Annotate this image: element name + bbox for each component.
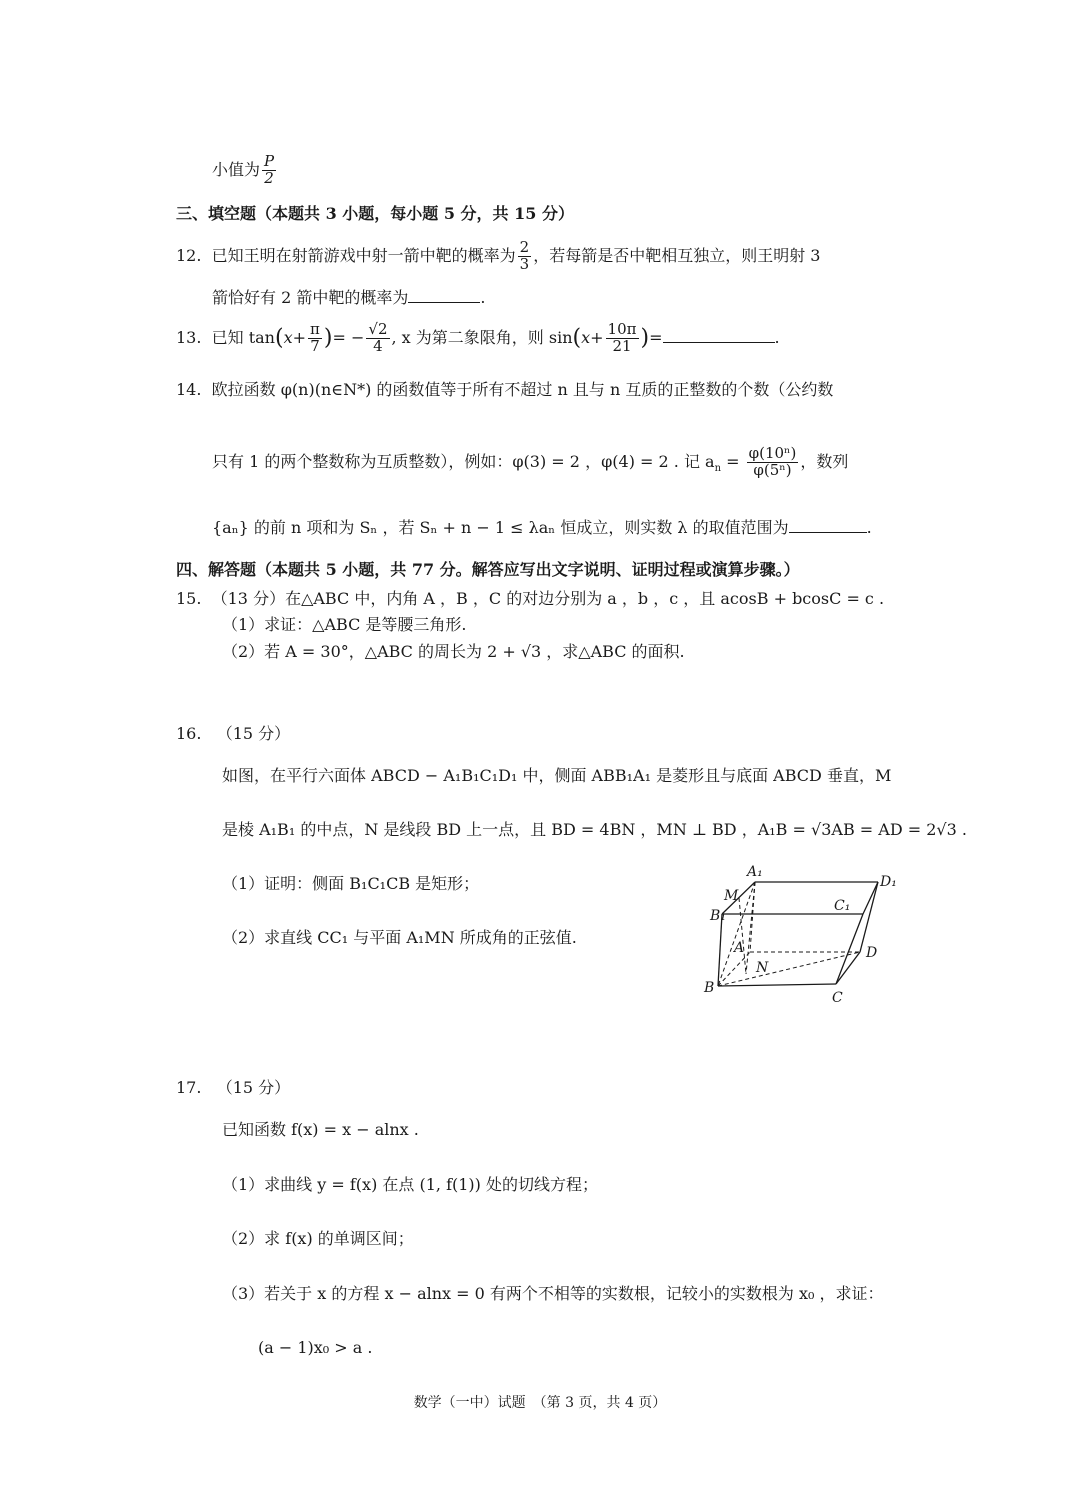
answer-blank[interactable] (663, 342, 775, 343)
q12-text-cont: ，若每箭是否中靶相互独立，则王明射 3 (533, 245, 821, 265)
q13-period: . (774, 327, 780, 347)
parallelepiped-figure (700, 862, 910, 1012)
carry-over-line (212, 154, 278, 187)
q12-fraction (518, 240, 532, 273)
question-15-stem (176, 591, 884, 607)
frac-denominator: 3 (519, 254, 530, 273)
frac-denominator: 21 (612, 336, 632, 355)
section-3-heading: 三、填空题（本题共 3 小题，每小题 5 分，共 15 分） (176, 204, 574, 223)
question-17-header (176, 1080, 290, 1096)
q13-text: , x 为第二象限角，则 sin (391, 327, 573, 347)
label-b: B (704, 980, 715, 996)
question-number: 14. (176, 380, 202, 399)
question-17-part-3: （3）若关于 x 的方程 x − alnx = 0 有两个不相等的实数根，记较小的实数根为 x₀ ，求证： (222, 1284, 884, 1303)
question-16-part-2: （2）求直线 CC₁ 与平面 A₁MN 所成角的正弦值. (222, 928, 577, 947)
question-13-line: 13. 已知 tan(x+ $\frac{\pi}{7}$ )= − $\frac{√2}{4}$ , x 为第二象限角，则 sin(x+ $\frac{10\pi}{21}$ )= . (176, 320, 780, 355)
question-number: 16. (176, 724, 202, 743)
question-15-part-2: （2）若 A = 30°，△ABC 的周长为 2 + √3 ，求△ABC 的面积. (222, 642, 685, 661)
edge-d1-d (860, 882, 878, 952)
frac-numerator: P (264, 152, 275, 170)
q16-score: （15 分） (216, 724, 291, 743)
question-14-line-1 (176, 382, 833, 398)
question-17-part-1: （1）求曲线 y = f(x) 在点 (1, f(1)) 处的切线方程； (222, 1175, 598, 1194)
question-number: 17. (176, 1078, 202, 1097)
q13-pi-fraction (308, 322, 322, 355)
section-4-heading: 四、解答题（本题共 5 小题，共 77 分。解答应写出文字说明、证明过程或演算步骤。） (176, 560, 800, 579)
question-17-part-2: （2）求 f(x) 的单调区间； (222, 1229, 414, 1248)
label-d: D (866, 945, 878, 961)
edge-c-d (836, 952, 860, 984)
q14-text-b: 只有 1 的两个整数称为互质整数），例如：φ(3) = 2 ，φ(4) = 2 . 记 a (212, 451, 715, 471)
frac-numerator: φ(10ⁿ) (748, 444, 797, 462)
question-14-line-2 (212, 446, 848, 479)
q13-tan: 已知 tan (211, 327, 275, 347)
question-17-conclusion: (a − 1)x₀ > a . (258, 1338, 373, 1357)
q13-var-x: x (283, 327, 293, 347)
answer-blank[interactable] (789, 532, 867, 533)
question-number: 13. (176, 327, 202, 347)
question-12-line-1 (176, 240, 820, 273)
q14-text-d: {aₙ} 的前 n 项和为 Sₙ ，若 Sₙ + n − 1 ≤ λaₙ 恒成立，则实数 λ 的取值范围为 (212, 518, 789, 537)
q13-plus-2: + (590, 327, 604, 347)
frac-denominator: φ(5ⁿ) (753, 460, 792, 479)
q13-equals: = (649, 327, 663, 347)
frac-denominator: 4 (373, 336, 383, 355)
q14-subscript: n (714, 462, 722, 474)
q15-stem-text: （13 分）在△ABC 中，内角 A ，B ，C 的对边分别为 a ，b ，c ，且 acosB + bcosC = c . (211, 589, 885, 608)
frac-denominator: 7 (310, 336, 320, 355)
question-16-header (176, 726, 290, 742)
frac-numerator: 10π (607, 320, 637, 338)
label-n: N (756, 960, 769, 976)
q13-sqrt-fraction (366, 322, 389, 355)
frac-numerator: 2 (519, 238, 530, 256)
question-number: 15. (176, 589, 202, 608)
label-b1: B₁ (710, 908, 726, 924)
edge-b-c (718, 984, 836, 986)
q12-text-end: 箭恰好有 2 箭中靶的概率为 (212, 288, 409, 307)
answer-blank[interactable] (408, 302, 480, 303)
q13-equals-neg: = − (332, 327, 365, 347)
question-16-stem-1: 如图，在平行六面体 ABCD − A₁B₁C₁D₁ 中，侧面 ABB₁A₁ 是菱形且与底面 ABCD 垂直，M (222, 766, 892, 785)
label-c1: C₁ (834, 898, 851, 914)
q14-period: . (866, 518, 872, 537)
frac-denominator: 2 (264, 168, 274, 187)
q14-text-c: ，数列 (800, 451, 849, 471)
label-d1: D₁ (880, 874, 897, 890)
q14-equals: = (721, 451, 745, 471)
question-number: 12. (176, 245, 202, 265)
label-a: A (734, 940, 745, 956)
q13-plus: + (292, 327, 307, 347)
question-17-stem: 已知函数 f(x) = x − alnx . (222, 1120, 419, 1139)
q14-fraction (747, 446, 799, 479)
q12-text: 已知王明在射箭游戏中射一箭中靶的概率为 (211, 245, 516, 265)
edge-c1-c (836, 914, 863, 984)
question-16-part-1: （1）证明：侧面 B₁C₁CB 是矩形； (222, 874, 480, 893)
carry-over-fraction (262, 154, 276, 187)
q17-score: （15 分） (216, 1078, 291, 1097)
page-footer: 数学（一中）试题 （第 3 页，共 4 页） (413, 1395, 667, 1411)
question-14-line-3 (212, 520, 872, 536)
q13-var-x-2: x (581, 327, 591, 347)
question-15-part-1: （1）求证：△ABC 是等腰三角形. (222, 615, 467, 634)
question-12-line-2 (212, 290, 485, 306)
q14-text: 欧拉函数 φ(n)(n∈N*) 的函数值等于所有不超过 n 且与 n 互质的正整数的个数（公约数 (211, 380, 834, 399)
frac-numerator: √2 (368, 320, 388, 338)
label-m: M (724, 888, 739, 904)
q13-10pi-fraction (606, 322, 639, 355)
label-a1: A₁ (747, 864, 763, 880)
carry-over-text: 小值为 (212, 159, 261, 179)
question-16-stem-2: 是棱 A₁B₁ 的中点，N 是线段 BD 上一点，且 BD = 4BN ，MN ⊥ BD ，A₁B = √3AB = AD = 2√3 . (222, 820, 967, 839)
frac-numerator: π (310, 320, 320, 338)
q12-period: . (480, 288, 486, 307)
label-c: C (832, 990, 843, 1006)
